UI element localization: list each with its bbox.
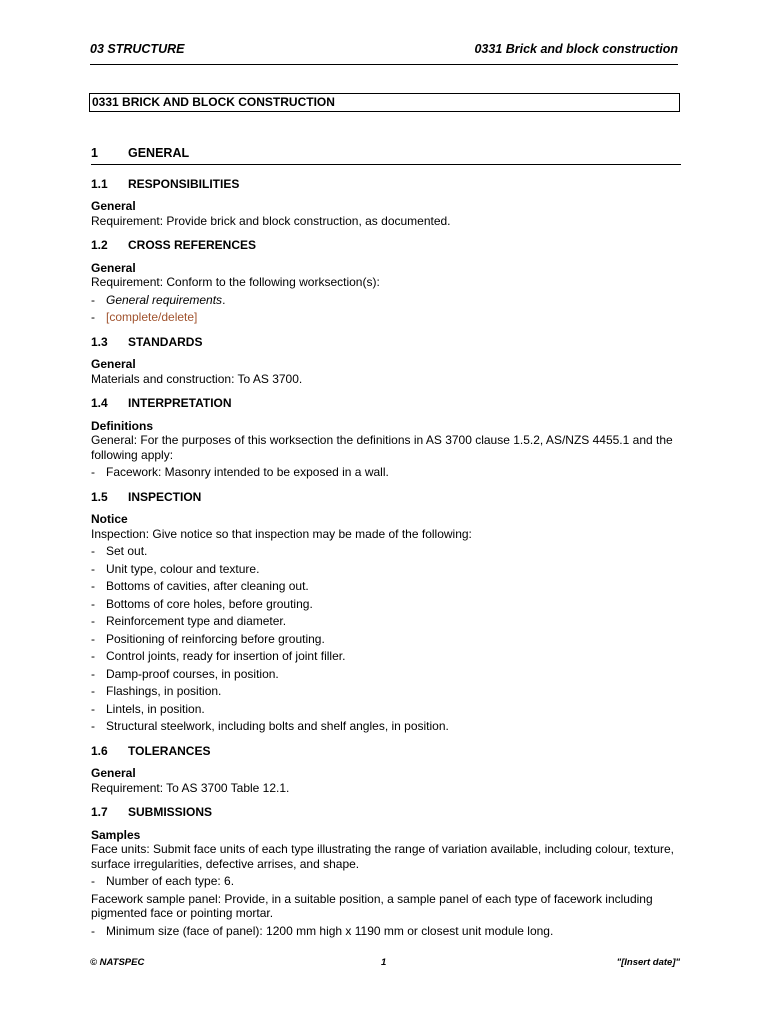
list-item xyxy=(91,310,681,325)
document-title: 0331 BRICK AND BLOCK CONSTRUCTION xyxy=(92,95,335,109)
list-item xyxy=(91,684,681,699)
section-heading xyxy=(91,238,681,253)
document-body xyxy=(91,146,681,948)
list-item xyxy=(91,562,681,577)
heading-number: 1 xyxy=(91,146,98,160)
section-title: TOLERANCES xyxy=(128,743,211,758)
list-item-text: Bottoms of cavities, after cleaning out. xyxy=(106,579,309,593)
section-number: 1.6 xyxy=(91,743,108,758)
bullet-dash: - xyxy=(91,579,95,593)
subheading: General xyxy=(91,357,136,371)
section-cross-references xyxy=(91,238,681,325)
list-item-text: Control joints, ready for insertion of joint filler. xyxy=(106,649,346,663)
section-submissions xyxy=(91,805,681,938)
bullet-dash: - xyxy=(91,310,95,324)
section-title: INSPECTION xyxy=(128,489,202,504)
list-item-text: Set out. xyxy=(106,544,148,558)
list-item-text: Damp-proof courses, in position. xyxy=(106,666,279,681)
bullet-dash: - xyxy=(91,544,95,558)
bullet-dash: - xyxy=(91,292,95,307)
section-inspection xyxy=(91,490,681,734)
paragraph: Requirement: To AS 3700 Table 12.1. xyxy=(91,780,290,795)
paragraph: Inspection: Give notice so that inspection may be made of the following: xyxy=(91,526,472,541)
footer-copyright: © NATSPEC xyxy=(90,957,145,968)
section-heading xyxy=(91,335,681,350)
bullet-dash: - xyxy=(91,596,95,611)
list-item xyxy=(91,614,681,629)
bullet-dash: - xyxy=(91,684,95,698)
subheading: Samples xyxy=(91,827,141,842)
list-item-text: Unit type, colour and texture. xyxy=(106,561,260,576)
section-title: INTERPRETATION xyxy=(128,396,232,410)
paragraph: Requirement: Provide brick and block construction, as documented. xyxy=(91,213,451,228)
placeholder-text: [complete/delete] xyxy=(106,310,198,324)
subheading: Definitions xyxy=(91,418,153,433)
paragraph: Face units: Submit face units of each type illustrating the range of variation available, including colour, texture, surface irregularities, defective arrises, and shape. xyxy=(91,842,674,871)
bullet-dash: - xyxy=(91,701,95,716)
section-number: 1.1 xyxy=(91,176,108,191)
heading-general xyxy=(91,146,681,165)
subheading: General xyxy=(91,199,136,213)
subheading: Notice xyxy=(91,512,128,526)
bullet-dash: - xyxy=(91,719,95,733)
list-item-text: Bottoms of core holes, before grouting. xyxy=(106,596,313,611)
heading-title: GENERAL xyxy=(128,146,190,160)
paragraph: General: For the purposes of this worksection the definitions in AS 3700 clause 1.5.2, AS/NZS 4455.1 and the following apply: xyxy=(91,433,673,462)
bullet-dash: - xyxy=(91,649,95,663)
paragraph: Facework sample panel: Provide, in a suitable position, a sample panel of each type of facework including pigmented face or pointing mortar. xyxy=(91,891,653,920)
list-item-text: Flashings, in position. xyxy=(106,684,222,698)
inspection-list xyxy=(91,544,681,734)
section-standards xyxy=(91,335,681,387)
section-number: 1.4 xyxy=(91,396,108,410)
list-item xyxy=(91,597,681,612)
footer-page-number: 1 xyxy=(381,957,387,968)
bullet-dash: - xyxy=(91,614,95,628)
section-heading xyxy=(91,805,681,820)
list-item xyxy=(91,924,681,939)
list-item xyxy=(91,874,681,889)
header-section: 03 STRUCTURE xyxy=(90,42,185,56)
section-number: 1.2 xyxy=(91,238,108,252)
list-item xyxy=(91,293,681,308)
header-worksection: 0331 Brick and block construction xyxy=(474,42,678,56)
section-number: 1.5 xyxy=(91,489,108,504)
list-item xyxy=(91,702,681,717)
list-item-text: Minimum size (face of panel): 1200 mm high x 1190 mm or closest unit module long. xyxy=(106,923,554,938)
section-title: CROSS REFERENCES xyxy=(128,238,257,252)
list-item-text: Lintels, in position. xyxy=(106,701,205,716)
bullet-dash: - xyxy=(91,666,95,681)
list-item-text: Structural steelwork, including bolts and shelf angles, in position. xyxy=(106,719,449,733)
section-tolerances xyxy=(91,744,681,796)
list-item xyxy=(91,579,681,594)
section-heading xyxy=(91,396,681,411)
list-item xyxy=(91,667,681,682)
page-footer xyxy=(90,957,680,971)
document-title-box xyxy=(89,93,680,112)
list-item-text: Facework: Masonry intended to be exposed in a wall. xyxy=(106,465,389,479)
bullet-dash: - xyxy=(91,465,95,479)
section-heading xyxy=(91,744,681,759)
page-header xyxy=(90,42,678,65)
section-title: RESPONSIBILITIES xyxy=(128,176,240,191)
list-item xyxy=(91,719,681,734)
section-interpretation xyxy=(91,396,681,480)
list-item-text: . xyxy=(222,292,226,307)
section-number: 1.7 xyxy=(91,805,108,819)
list-item-text: Reinforcement type and diameter. xyxy=(106,614,287,628)
subheading: General xyxy=(91,260,136,275)
footer-date: "[Insert date]" xyxy=(616,957,680,968)
list-item xyxy=(91,649,681,664)
section-responsibilities xyxy=(91,177,681,229)
list-item-text: Positioning of reinforcing before grouting. xyxy=(106,631,325,646)
list-item xyxy=(91,632,681,647)
bullet-dash: - xyxy=(91,874,95,888)
paragraph: Materials and construction: To AS 3700. xyxy=(91,371,303,386)
subheading: General xyxy=(91,766,136,780)
section-heading xyxy=(91,490,681,505)
section-heading xyxy=(91,177,681,192)
list-item xyxy=(91,544,681,559)
section-number: 1.3 xyxy=(91,334,108,349)
list-item-text: Number of each type: 6. xyxy=(106,874,235,888)
paragraph: Requirement: Conform to the following worksection(s): xyxy=(91,275,380,289)
section-title: STANDARDS xyxy=(128,334,203,349)
bullet-dash: - xyxy=(91,561,95,576)
bullet-dash: - xyxy=(91,923,95,938)
section-title: SUBMISSIONS xyxy=(128,805,213,819)
bullet-dash: - xyxy=(91,631,95,646)
cross-ref-link[interactable]: General requirements xyxy=(106,292,223,307)
list-item xyxy=(91,465,681,480)
